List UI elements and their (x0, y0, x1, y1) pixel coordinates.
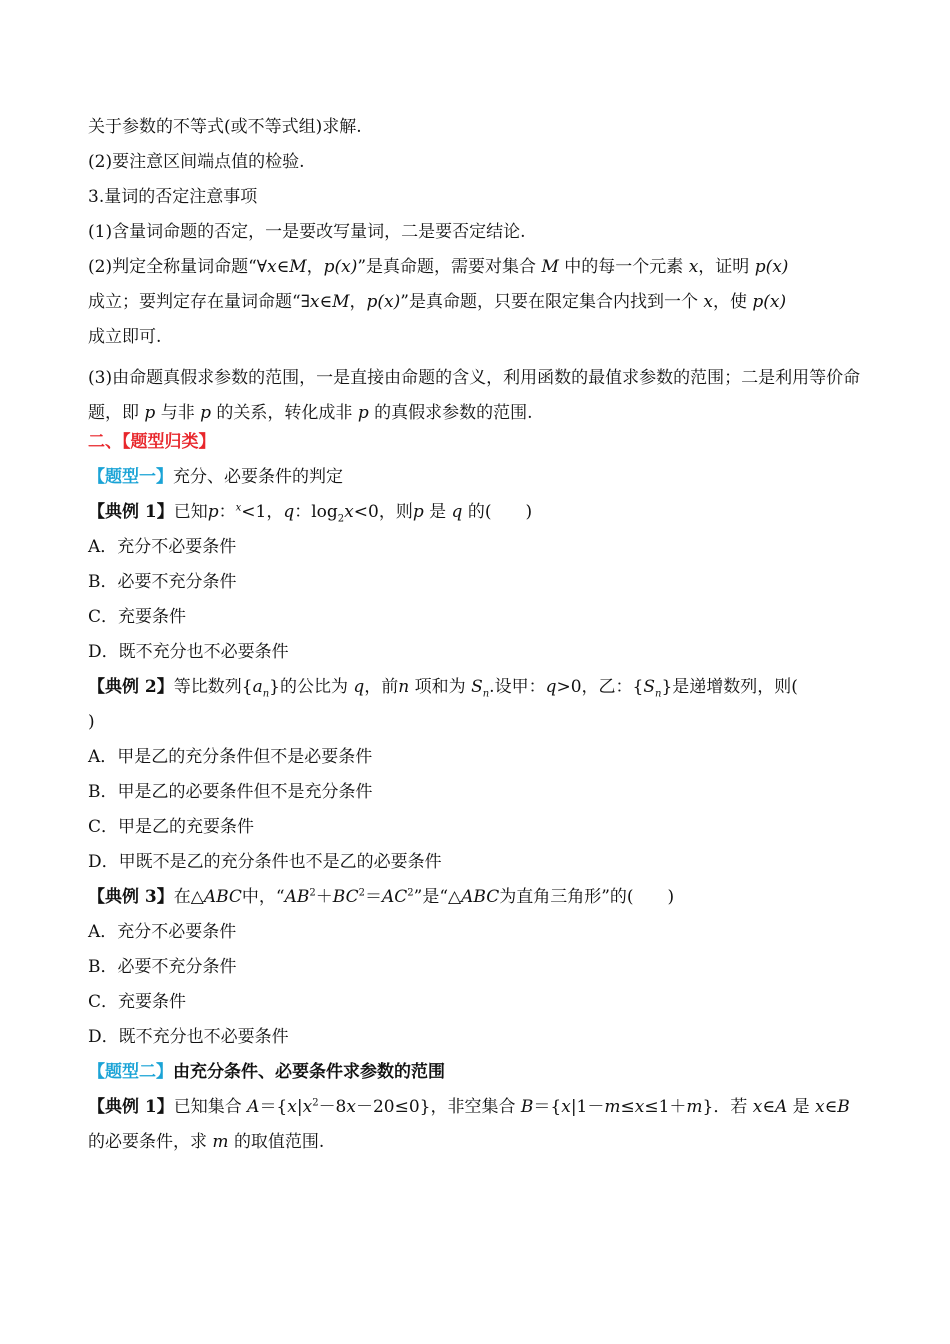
text: ＝{ (259, 1097, 288, 1117)
text: 是 (429, 502, 447, 522)
note-paragraph-3 (88, 361, 868, 431)
math: 2 (407, 887, 414, 899)
text: 成立；要判定存在量词命题“ (88, 292, 301, 312)
math: p(x) (752, 292, 787, 312)
text: ≤ (620, 1097, 635, 1117)
note-line-4: (1)含量词命题的否定，一是要改写量词，二是要否定结论. (88, 222, 526, 242)
type2-example-1-question-line-2 (88, 1131, 868, 1153)
math: m (686, 1097, 703, 1117)
type1-heading (88, 466, 868, 488)
text: 是 (792, 1097, 810, 1117)
math: ∀x∈M (256, 257, 307, 277)
math: A (774, 1097, 788, 1117)
text: }是递增数列，则( (661, 677, 798, 697)
text: |1－ (570, 1097, 605, 1117)
text: ∈ (762, 1097, 775, 1117)
math: 2 (309, 887, 316, 899)
note-line-1: 关于参数的不等式(或不等式组)求解. (88, 117, 362, 137)
type2-example-1-question-line-1 (88, 1096, 868, 1118)
text: (2)判定全称量词命题“ (88, 257, 257, 277)
text: ”是真命题，需要对集合 (357, 257, 537, 277)
type2-heading (88, 1061, 868, 1083)
text: 的( (467, 502, 492, 522)
text: ＋ (315, 887, 333, 907)
text: }的公比为 (269, 677, 348, 697)
math: p (207, 502, 219, 522)
math: p (357, 403, 369, 423)
text: －20≤0}，非空集合 (355, 1097, 516, 1117)
option-a: A．充分不必要条件 (88, 537, 237, 557)
math: ABC (203, 887, 242, 907)
option-d: D．既不充分也不必要条件 (88, 1027, 289, 1047)
text: 的必要条件，求 (88, 1132, 207, 1152)
math: p (200, 403, 211, 423)
math: B (520, 1097, 534, 1117)
text: 的关系，转化成非 (216, 403, 353, 423)
math: q (283, 502, 295, 522)
text: 的真假求参数的范围. (374, 403, 533, 423)
option-a: A．甲是乙的充分条件但不是必要条件 (88, 747, 373, 767)
text: ＝ (364, 887, 382, 907)
example-tag: 【典例 3】 (88, 887, 174, 907)
text: ) (667, 887, 675, 907)
text: 等比数列{ (173, 677, 253, 697)
text: <1， (241, 502, 284, 522)
math: x (815, 1097, 825, 1117)
text: | (296, 1097, 303, 1117)
math: n (482, 688, 490, 700)
example-tag: 【典例 2】 (88, 677, 174, 697)
text: ，使 (712, 292, 747, 312)
example-tag: 【典例 1】 (88, 1097, 174, 1117)
text: ∈ (824, 1097, 838, 1117)
math: n (655, 688, 662, 700)
text: ≤1＋ (644, 1097, 687, 1117)
math: x (688, 257, 699, 277)
math: ABC (461, 887, 500, 907)
text: ，证明 (698, 257, 750, 277)
math: ∃x∈M (300, 292, 350, 312)
note-line-3: 3.量词的否定注意事项 (88, 187, 258, 207)
text: 中，“ (241, 887, 285, 907)
math: m (604, 1097, 621, 1117)
text: 的取值范围. (233, 1132, 325, 1152)
text: 为直角三角形”的( (499, 887, 634, 907)
math: x (235, 502, 242, 514)
text: }．若 (702, 1097, 748, 1117)
math: x (287, 1097, 297, 1117)
text: <0，则 (353, 502, 413, 522)
math: A (247, 1097, 260, 1117)
text: ＝{ (533, 1097, 562, 1117)
text: (3)由命题真假求参数的范围，一是直接由命题的含义，利用函数的最值求参数的范围；二是利用等价命题，即 (88, 368, 861, 423)
math: q (353, 677, 365, 697)
math: AB (284, 887, 310, 907)
math: x (634, 1097, 645, 1117)
text: 中的每一个元素 (564, 257, 684, 277)
math: q (451, 502, 463, 522)
math: x (344, 502, 354, 522)
text: >0，乙：{ (556, 677, 644, 697)
math: p(x) (366, 292, 401, 312)
note-line-2: (2)要注意区间端点值的检验. (88, 152, 305, 172)
type2-tag: 【题型二】 (88, 1062, 173, 1082)
type1-example-2-question-line-2: ) (88, 712, 95, 732)
math: n (262, 688, 270, 700)
text: ”是真命题，只要在限定集合内找到一个 (400, 292, 698, 312)
math: M (541, 257, 559, 277)
note-paragraph-2-line-3: 成立即可. (88, 327, 162, 347)
text: 已知 (173, 502, 208, 522)
option-d: D．甲既不是乙的充分条件也不是乙的必要条件 (88, 852, 442, 872)
option-c: C．充要条件 (88, 607, 187, 627)
math: 2 (312, 1097, 319, 1109)
type2-title: 由充分条件、必要条件求参数的范围 (173, 1062, 445, 1082)
section-heading: 二、【题型归类】 (88, 432, 216, 452)
math: x (346, 1097, 356, 1117)
math: 2 (337, 513, 345, 525)
math: AC (381, 887, 408, 907)
math: m (212, 1132, 229, 1152)
text: 已知集合 (173, 1097, 242, 1117)
math: p (144, 403, 156, 423)
text: ) (525, 502, 533, 522)
math: x (302, 1097, 313, 1117)
math: p (412, 502, 424, 522)
text: ， (306, 257, 324, 277)
math: B (837, 1097, 850, 1117)
type1-example-3-question (88, 886, 868, 908)
text: ， (349, 292, 367, 312)
math: p(x) (754, 257, 789, 277)
option-b: B．必要不充分条件 (88, 572, 237, 592)
text: ：log (294, 502, 338, 522)
type1-example-2-question-line-1 (88, 676, 868, 698)
option-c: C．充要条件 (88, 992, 187, 1012)
note-paragraph-2-line-1 (88, 256, 868, 278)
text: －8 (318, 1097, 347, 1117)
example-tag: 【典例 1】 (88, 502, 174, 522)
option-c: C．甲是乙的充要条件 (88, 817, 255, 837)
option-b: B．甲是乙的必要条件但不是充分条件 (88, 782, 373, 802)
math: 2 (358, 887, 365, 899)
option-a: A．充分不必要条件 (88, 922, 237, 942)
math: q (545, 677, 557, 697)
math: a (252, 677, 263, 697)
math: S (471, 677, 483, 697)
type1-tag: 【题型一】 (88, 467, 173, 487)
math: x (752, 1097, 763, 1117)
text: ： (218, 502, 236, 522)
text: 项和为 (414, 677, 466, 697)
option-b: B．必要不充分条件 (88, 957, 237, 977)
note-paragraph-2-line-2 (88, 291, 868, 313)
type1-example-1-question (88, 501, 868, 523)
text: .设甲： (489, 677, 546, 697)
text: ”是“△ (413, 887, 462, 907)
math: BC (332, 887, 359, 907)
math: S (643, 677, 656, 697)
math: n (398, 677, 410, 697)
text: ，前 (364, 677, 399, 697)
math: x (703, 292, 713, 312)
type1-title: 充分、必要条件的判定 (173, 467, 343, 487)
text: 与非 (160, 403, 195, 423)
math: x (561, 1097, 571, 1117)
math: p(x) (323, 257, 358, 277)
option-d: D．既不充分也不必要条件 (88, 642, 289, 662)
text: 在△ (173, 887, 204, 907)
